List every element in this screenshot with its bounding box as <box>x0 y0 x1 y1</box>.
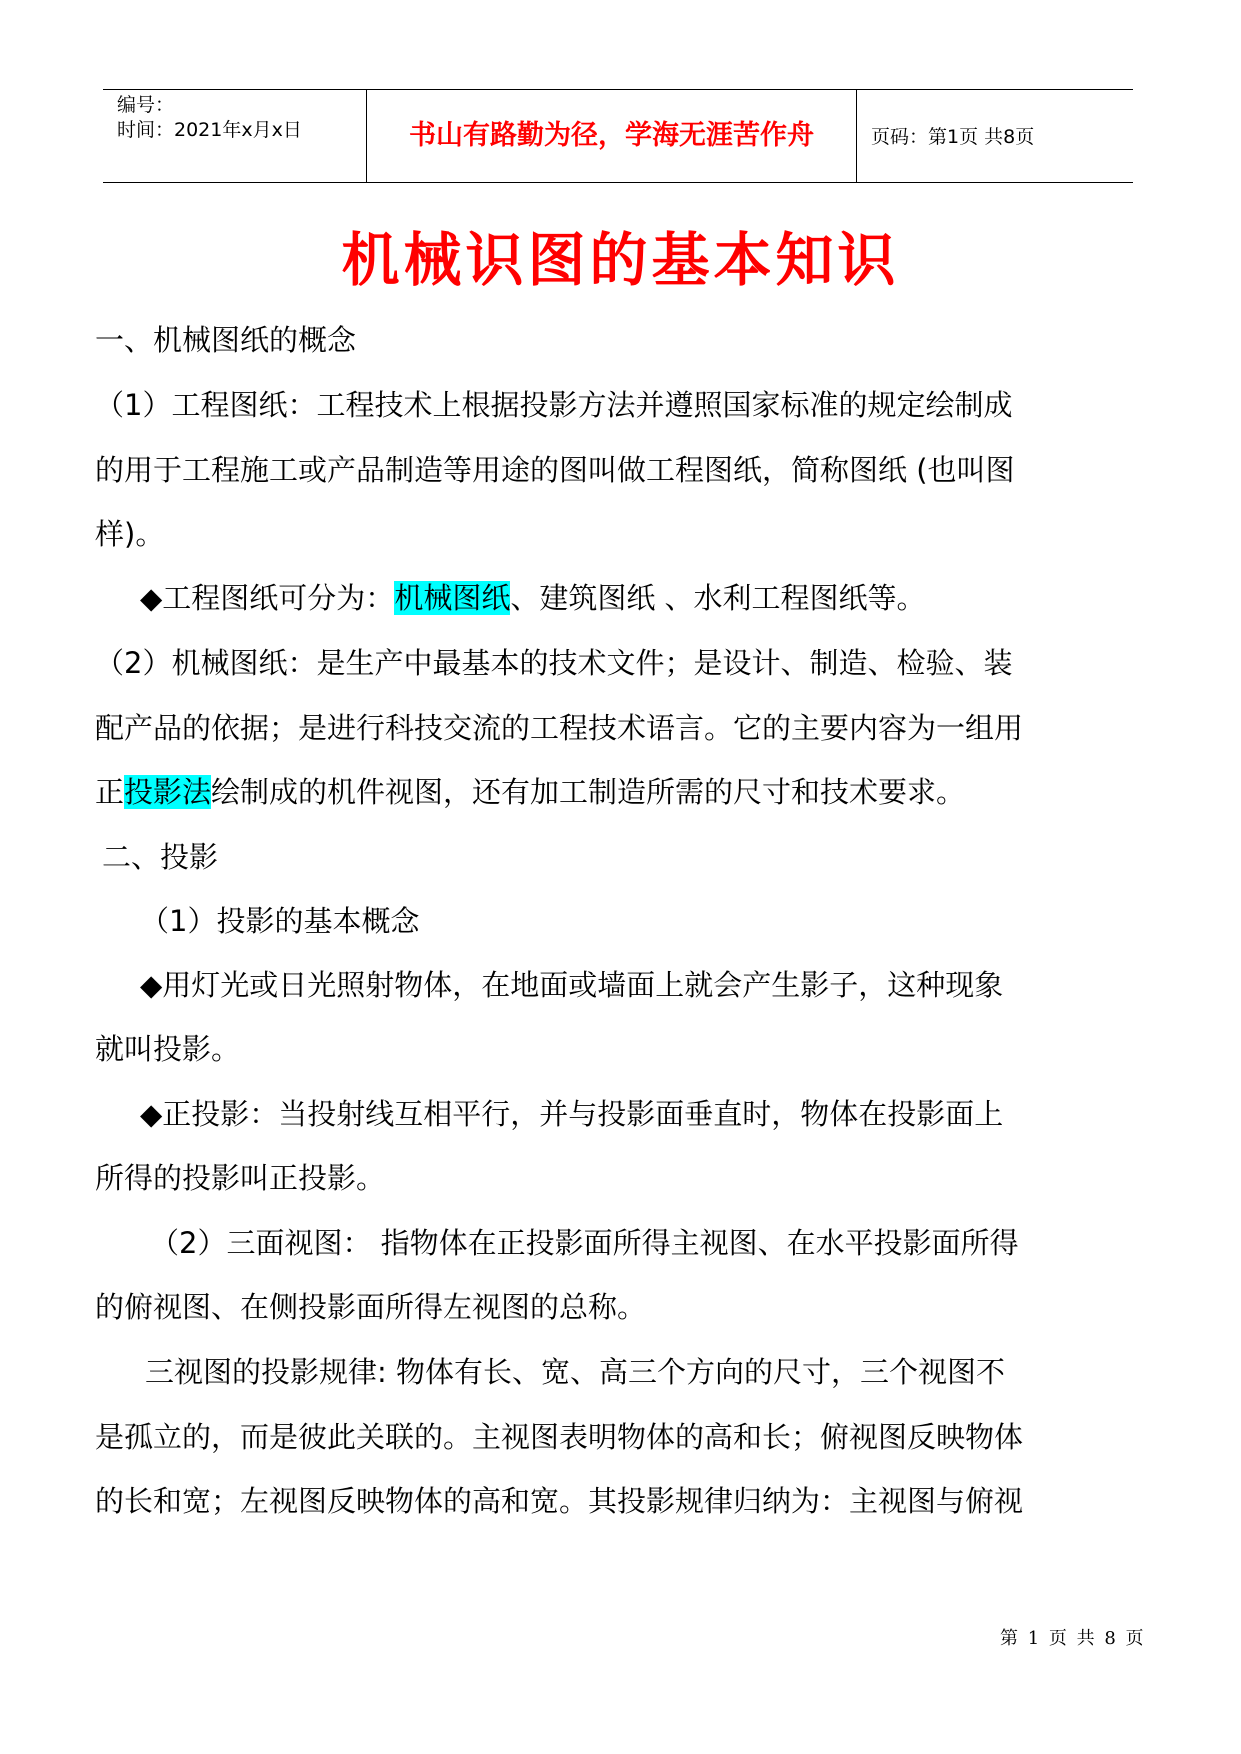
paragraph-line: 就叫投影。 <box>95 1032 241 1066</box>
bullet-line <box>140 578 926 618</box>
paragraph-line: 的俯视图、在侧投影面所得左视图的总称。 <box>95 1290 647 1324</box>
paragraph-line: 的用于工程施工或产品制造等用途的图叫做工程图纸，简称图纸 (也叫图 <box>95 453 1015 487</box>
paragraph-line: 是孤立的，而是彼此关联的。主视图表明物体的高和长；俯视图反映物体 <box>95 1420 1024 1454</box>
subsection-heading: （1）投影的基本概念 <box>140 904 420 938</box>
header-left-cell <box>103 90 366 182</box>
highlighted-term: 投影法 <box>124 775 212 809</box>
paragraph-line: 所得的投影叫正投影。 <box>95 1161 386 1195</box>
page-info: 页码：第1页 共8页 <box>871 126 1035 148</box>
subsection-heading: （2）三面视图： 指物体在正投影面所得主视图、在水平投影面所得 <box>150 1226 1019 1260</box>
paragraph-line: （1）工程图纸：工程技术上根据投影方法并遵照国家标准的规定绘制成 <box>95 388 1013 422</box>
paragraph-line <box>95 772 965 812</box>
header-middle-cell <box>366 90 857 182</box>
section-heading-2: 二、投影 <box>102 840 219 874</box>
paragraph-line: 的长和宽；左视图反映物体的高和宽。其投影规律归纳为：主视图与俯视 <box>95 1484 1024 1518</box>
document-header <box>103 89 1133 183</box>
paragraph-line: 三视图的投影规律: 物体有长、宽、高三个方向的尺寸，三个视图不 <box>145 1355 1005 1389</box>
section-heading-1: 一、机械图纸的概念 <box>95 323 357 357</box>
paragraph-line: （2）机械图纸：是生产中最基本的技术文件；是设计、制造、检验、装 <box>95 646 1013 680</box>
bullet-line: ◆正投影：当投射线互相平行，并与投影面垂直时，物体在投影面上 <box>140 1097 1004 1131</box>
document-title: 机械识图的基本知识 <box>341 226 900 294</box>
paragraph-text: 绘制成的机件视图，还有加工制造所需的尺寸和技术要求。 <box>211 775 966 809</box>
bullet-text: ◆工程图纸可分为： <box>140 581 395 615</box>
bullet-line: ◆用灯光或日光照射物体，在地面或墙面上就会产生影子，这种现象 <box>140 968 1004 1002</box>
header-right-cell <box>857 90 1133 182</box>
paragraph-text: 正 <box>95 775 125 809</box>
highlighted-term: 机械图纸 <box>394 581 511 615</box>
motto-text: 书山有路勤为径，学海无涯苦作舟 <box>409 120 814 151</box>
bullet-text: 、建筑图纸 、水利工程图纸等。 <box>510 581 926 615</box>
page-footer: 第 1 页 共 8 页 <box>1000 1628 1144 1649</box>
paragraph-line: 样)。 <box>95 517 165 551</box>
paragraph-line: 配产品的依据；是进行科技交流的工程技术语言。它的主要内容为一组用 <box>95 711 1024 745</box>
time-label: 时间：2021年x月x日 <box>117 119 302 141</box>
number-label: 编号： <box>117 94 175 116</box>
